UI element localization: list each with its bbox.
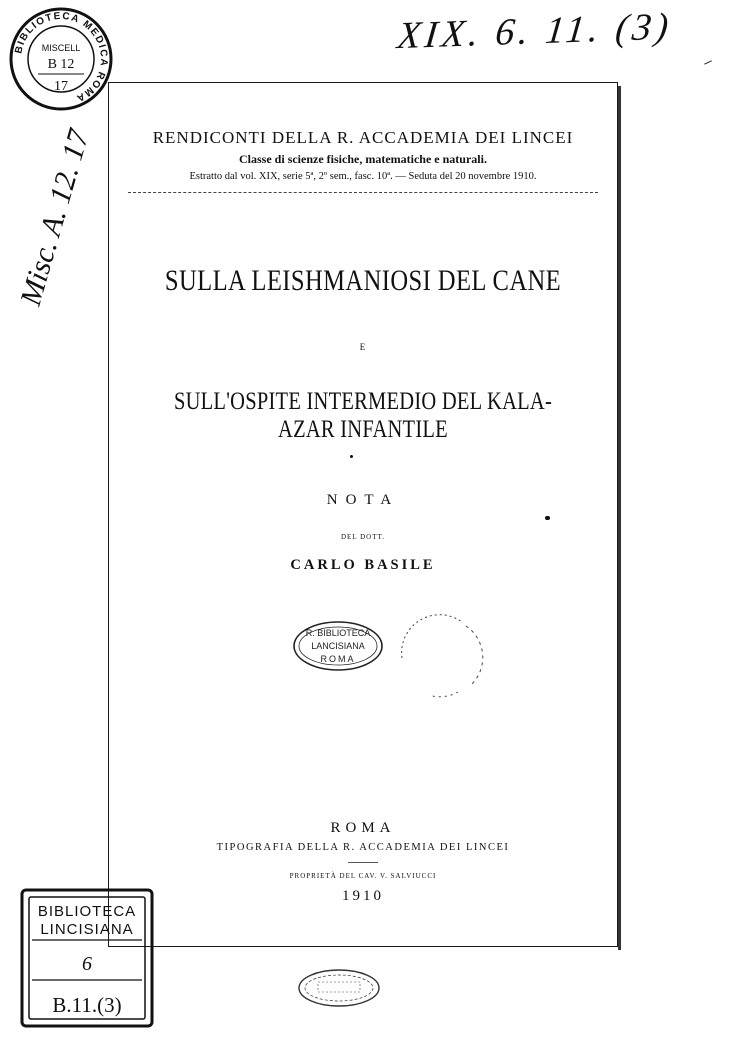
imprint-city: ROMA [330, 820, 396, 836]
seal-top-line3: 17 [54, 79, 68, 94]
ink-speck [545, 516, 550, 520]
stamp-middle-line2: LANCISIANA [311, 641, 365, 651]
label-line4: B.11.(3) [52, 993, 122, 1017]
stamp-middle-line1: R. BIBLIOTECA [305, 628, 371, 638]
imprint-divider [348, 862, 378, 863]
ink-speck [350, 455, 353, 458]
seal-top-line1: MISCELL [41, 43, 81, 53]
academy-title: RENDICONTI DELLA R. ACCADEMIA DEI LINCEI [152, 128, 574, 147]
author-name: CARLO BASILE [290, 557, 436, 573]
stamp-middle-line3: ROMA [320, 654, 356, 664]
imprint-ownership: PROPRIETÀ DEL CAV. V. SALVIUCCI [289, 872, 437, 880]
label-line1: BIBLIOTECA [37, 903, 137, 920]
title-conjunction: E [359, 342, 367, 352]
library-stamp-bottom [296, 966, 382, 1010]
author-prefix: DEL DOTT. [341, 533, 385, 541]
label-line3: 6 [82, 953, 92, 975]
handwritten-side-note: Misc. A. 12. 17 [14, 125, 96, 310]
sub-title: SULL'OSPITE INTERMEDIO DEL KALA-AZAR INFANTILE [173, 388, 553, 443]
handwritten-shelfmark: XIX. 6. 11. (3) [395, 5, 675, 58]
ghost-seal-impression [392, 608, 488, 704]
library-shelf-label [20, 888, 154, 1028]
label-line2: LINCISIANA [40, 921, 134, 938]
page-border [108, 82, 618, 947]
seal-top-line2: B 12 [47, 57, 75, 72]
nota-label: NOTA [326, 492, 400, 508]
academy-class: Classe di scienze fisiche, matematiche e naturali. [239, 152, 487, 166]
library-seal-top [8, 6, 114, 112]
extract-info: Estratto dal vol. XIX, serie 5ª, 2º sem., fasc. 10ª. — Seduta del 20 novembre 1910. [189, 171, 537, 182]
pen-mark [704, 60, 712, 64]
library-stamp-middle [290, 618, 386, 674]
imprint-year: 1910 [342, 888, 384, 904]
page-border-shadow [618, 86, 621, 950]
main-title: SULLA LEISHMANIOSI DEL CANE [164, 264, 562, 297]
header-divider [128, 192, 598, 193]
seal-top-ring-text: BIBLIOTECA MEDICA ROMA [13, 10, 110, 104]
imprint-printer: TIPOGRAFIA DELLA R. ACCADEMIA DEI LINCEI [216, 842, 510, 853]
